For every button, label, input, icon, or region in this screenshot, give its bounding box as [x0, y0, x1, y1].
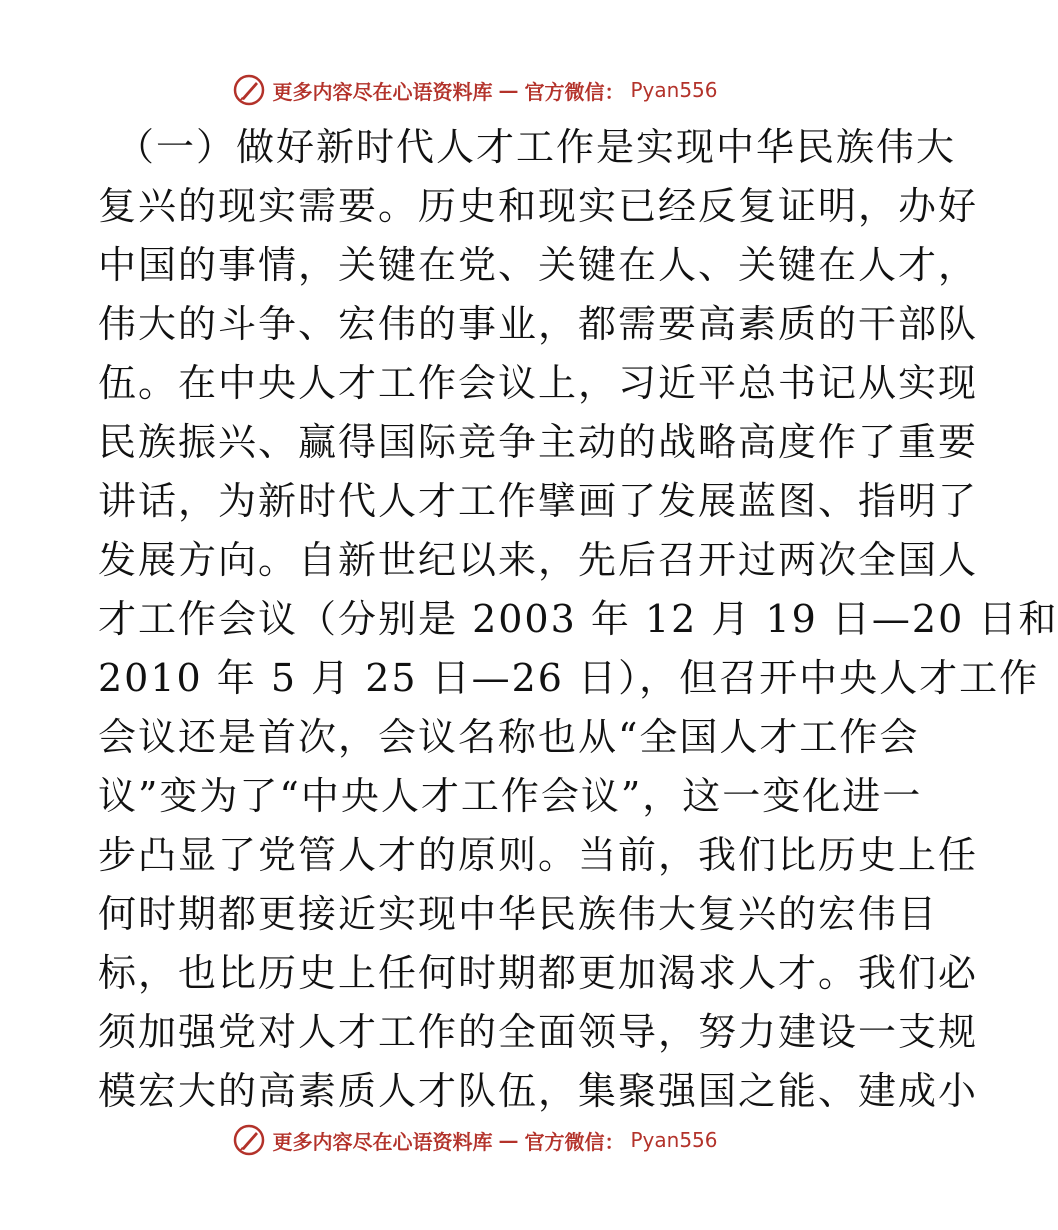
text-line: 何时期都更接近实现中华民族伟大复兴的宏伟目 [98, 892, 939, 936]
text-line: 才工作会议（分别是 2003 年 12 月 19 日—20 日和 [98, 597, 1058, 641]
feather-pen-logo-icon [232, 73, 266, 107]
text-line: 步凸显了党管人才的原则。当前，我们比历史上任 [98, 833, 979, 877]
text-line: 伟大的斗争、宏伟的事业，都需要高素质的干部队 [98, 302, 979, 346]
header-watermark [0, 70, 950, 110]
text-line: 中国的事情，关键在党、关键在人、关键在人才， [98, 243, 979, 287]
text-line: 民族振兴、赢得国际竞争主动的战略高度作了重要 [98, 420, 979, 464]
watermark-site-text: 更多内容尽在心语资料库 [272, 79, 493, 104]
watermark-dash: — [498, 1128, 519, 1152]
text-line: 讲话，为新时代人才工作擘画了发展蓝图、指明了 [98, 479, 979, 523]
text-line: 标，也比历史上任何时期都更加渴求人才。我们必 [98, 951, 979, 995]
text-line: 会议还是首次，会议名称也从“全国人才工作会 [98, 715, 920, 759]
text-line: 2010 年 5 月 25 日—26 日），但召开中央人才工作 [98, 656, 1040, 700]
text-line: 发展方向。自新世纪以来，先后召开过两次全国人 [98, 538, 979, 582]
feather-pen-logo-icon [232, 1123, 266, 1157]
text-line: 伍。在中央人才工作会议上，习近平总书记从实现 [98, 361, 979, 405]
watermark-wechat-label: 官方微信： [524, 1129, 625, 1154]
text-line: （一）做好新时代人才工作是实现中华民族伟大 [116, 125, 957, 169]
document-body [98, 118, 1058, 1121]
watermark-wechat-id: Pyan556 [630, 78, 718, 102]
watermark-site-text: 更多内容尽在心语资料库 [272, 1129, 493, 1154]
footer-watermark [0, 1120, 950, 1160]
watermark-dash: — [498, 78, 519, 102]
text-line: 须加强党对人才工作的全面领导，努力建设一支规 [98, 1010, 979, 1054]
watermark-wechat-id: Pyan556 [630, 1128, 718, 1152]
text-line: 议”变为了“中央人才工作会议”，这一变化进一 [98, 774, 923, 818]
watermark-wechat-label: 官方微信： [524, 79, 625, 104]
text-line: 模宏大的高素质人才队伍，集聚强国之能、建成小 [98, 1069, 979, 1113]
text-line: 复兴的现实需要。历史和现实已经反复证明，办好 [98, 184, 979, 228]
